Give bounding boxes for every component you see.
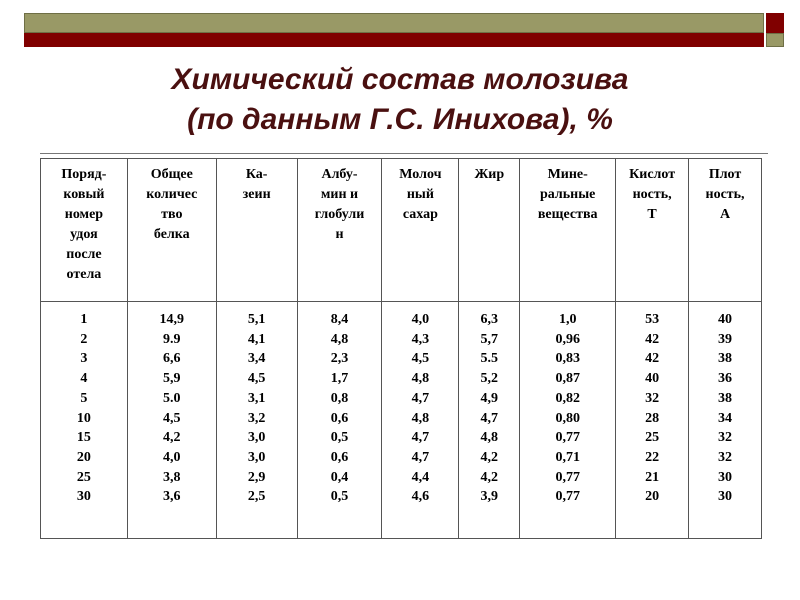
header-line: ный bbox=[406, 187, 434, 202]
header-line: ность, bbox=[632, 187, 672, 202]
table-cell: 21 bbox=[645, 469, 660, 485]
table-cell: 1,0 bbox=[558, 312, 577, 327]
table-cell: 4,0 bbox=[163, 449, 181, 465]
table-cell: 4,2 bbox=[480, 449, 499, 465]
table-cell: 6,3 bbox=[480, 312, 499, 327]
column-header bbox=[297, 159, 382, 302]
column-values bbox=[216, 302, 297, 539]
table-cell: 2 bbox=[80, 331, 88, 347]
header-line: Молоч bbox=[399, 167, 442, 182]
table-cell: 1 bbox=[80, 312, 88, 327]
column-values bbox=[459, 302, 520, 539]
column-values bbox=[382, 302, 459, 539]
table-cell: 3 bbox=[80, 351, 88, 367]
table-cell: 14,9 bbox=[159, 312, 185, 327]
column-values bbox=[127, 302, 216, 539]
table-cell: 4,7 bbox=[480, 410, 499, 426]
table-cell: 0,5 bbox=[330, 489, 349, 505]
table-cell: 25 bbox=[76, 469, 91, 485]
header-line: после bbox=[66, 247, 102, 262]
table-cell: 20 bbox=[76, 449, 91, 465]
divider-line bbox=[40, 153, 768, 154]
table-cell: 25 bbox=[645, 430, 660, 446]
header-line: Албу- bbox=[321, 167, 358, 182]
table-cell: 0,71 bbox=[555, 449, 580, 465]
table-cell: 0,83 bbox=[555, 351, 580, 367]
table-cell: 4,7 bbox=[411, 449, 430, 465]
header-line: ность, bbox=[705, 187, 745, 202]
table-cell: 0,4 bbox=[330, 469, 349, 485]
table-cell: 32 bbox=[645, 390, 660, 406]
table-cell: 0,6 bbox=[330, 449, 349, 465]
table-cell: 3,0 bbox=[247, 430, 266, 446]
title-line-1: Химический состав молозива bbox=[171, 63, 629, 96]
slide-title bbox=[0, 60, 800, 140]
table-cell: 0,5 bbox=[330, 430, 349, 446]
table-cell: 5,9 bbox=[163, 371, 181, 387]
header-line: зеин bbox=[242, 187, 271, 202]
column-values bbox=[520, 302, 616, 539]
column-values bbox=[616, 302, 689, 539]
table-cell: 4,5 bbox=[247, 371, 266, 387]
table-cell: 20 bbox=[645, 489, 660, 505]
column-header bbox=[216, 159, 297, 302]
table-cell: 1,7 bbox=[330, 371, 349, 387]
table-cell: 4,5 bbox=[163, 410, 181, 426]
header-line: н bbox=[335, 227, 344, 242]
table-cell: 8,4 bbox=[330, 312, 349, 327]
header-line: количес bbox=[146, 187, 198, 202]
table-cell: 3,4 bbox=[247, 351, 266, 367]
corner-square-olive bbox=[766, 33, 784, 47]
title-line-2: (по данным Г.С. Инихова), % bbox=[187, 103, 613, 136]
column-header bbox=[616, 159, 689, 302]
header-line: ральные bbox=[540, 187, 596, 202]
table-cell: 30 bbox=[718, 469, 733, 485]
corner-square-red bbox=[766, 13, 784, 33]
header-bar-olive bbox=[24, 13, 764, 33]
table-cell: 30 bbox=[76, 489, 91, 505]
table-cell: 4,2 bbox=[163, 430, 181, 446]
table-cell: 30 bbox=[718, 489, 733, 505]
table-cell: 5,7 bbox=[480, 331, 499, 347]
table-cell: 2,9 bbox=[247, 469, 266, 485]
header-line: удоя bbox=[70, 227, 98, 242]
table-cell: 3,2 bbox=[247, 410, 266, 426]
table-cell: 4,7 bbox=[411, 390, 430, 406]
table-cell: 4 bbox=[80, 371, 88, 387]
column-values bbox=[41, 302, 128, 539]
header-line: Т bbox=[647, 207, 657, 222]
column-values bbox=[689, 302, 762, 539]
table-header-row bbox=[41, 159, 762, 302]
header-line: Ка- bbox=[245, 167, 268, 182]
table-cell: 4,2 bbox=[480, 469, 499, 485]
table-cell: 4,8 bbox=[330, 331, 349, 347]
column-header bbox=[41, 159, 128, 302]
table-cell: 42 bbox=[645, 351, 660, 367]
table-cell: 0,87 bbox=[555, 371, 580, 387]
header-line: Кислот bbox=[629, 167, 676, 182]
table-cell: 5.5 bbox=[480, 351, 499, 367]
header-line: глобули bbox=[314, 207, 365, 222]
column-header bbox=[382, 159, 459, 302]
table-cell: 32 bbox=[718, 430, 733, 446]
table-cell: 0,77 bbox=[555, 430, 580, 446]
header-line: отела bbox=[66, 267, 102, 282]
table-cell: 3,9 bbox=[480, 489, 499, 505]
table-cell: 0,96 bbox=[555, 331, 580, 347]
table-cell: 4,0 bbox=[411, 312, 430, 327]
table-cell: 2,5 bbox=[247, 489, 266, 505]
table-cell: 0,8 bbox=[330, 390, 349, 406]
table-cell: 32 bbox=[718, 449, 733, 465]
table-data-row bbox=[41, 302, 762, 539]
header-line: Плот bbox=[708, 167, 742, 182]
table-cell: 5,1 bbox=[247, 312, 266, 327]
table-cell: 6,6 bbox=[163, 351, 181, 367]
table-cell: 3,6 bbox=[163, 489, 181, 505]
table-cell: 2,3 bbox=[330, 351, 349, 367]
header-line: вещества bbox=[537, 207, 598, 222]
table-cell: 4,6 bbox=[411, 489, 430, 505]
table-cell: 0,80 bbox=[555, 410, 580, 426]
header-bar-red bbox=[24, 33, 764, 47]
table-cell: 38 bbox=[718, 351, 733, 367]
composition-table bbox=[40, 158, 762, 539]
table-cell: 28 bbox=[645, 410, 660, 426]
table-cell: 5,2 bbox=[480, 371, 499, 387]
column-header bbox=[127, 159, 216, 302]
table-cell: 15 bbox=[76, 430, 91, 446]
table-cell: 4,8 bbox=[411, 371, 430, 387]
table-cell: 0,6 bbox=[330, 410, 349, 426]
table-cell: 3,0 bbox=[247, 449, 266, 465]
table-cell: 4,9 bbox=[480, 390, 499, 406]
table-cell: 40 bbox=[718, 312, 733, 327]
table-cell: 42 bbox=[645, 331, 660, 347]
table-cell: 3,8 bbox=[163, 469, 181, 485]
table-cell: 4,4 bbox=[411, 469, 430, 485]
column-values bbox=[297, 302, 382, 539]
table-cell: 5 bbox=[80, 390, 88, 406]
table-cell: 0,77 bbox=[555, 469, 580, 485]
table-cell: 4,5 bbox=[411, 351, 430, 367]
table-cell: 9.9 bbox=[163, 331, 181, 347]
header-line: номер bbox=[64, 207, 104, 222]
table-cell: 53 bbox=[645, 312, 660, 327]
table-cell: 4,3 bbox=[411, 331, 430, 347]
header-line: мин и bbox=[320, 187, 359, 202]
table-cell: 0,82 bbox=[555, 390, 580, 406]
table-cell: 3,1 bbox=[247, 390, 266, 406]
table-cell: 34 bbox=[718, 410, 733, 426]
header-line: сахар bbox=[402, 207, 438, 222]
header-line: Жир bbox=[474, 167, 505, 182]
table-cell: 36 bbox=[718, 371, 733, 387]
header-line: ковый bbox=[63, 187, 105, 202]
column-header bbox=[459, 159, 520, 302]
table-cell: 38 bbox=[718, 390, 733, 406]
table-cell: 4,7 bbox=[411, 430, 430, 446]
table-cell: 0,77 bbox=[555, 489, 580, 505]
table-cell: 4,1 bbox=[247, 331, 266, 347]
table-cell: 22 bbox=[645, 449, 660, 465]
table-cell: 10 bbox=[76, 410, 91, 426]
table-cell: 39 bbox=[718, 331, 733, 347]
table-cell: 5.0 bbox=[163, 390, 181, 406]
header-line: Общее bbox=[150, 167, 193, 182]
table-cell: 4,8 bbox=[411, 410, 430, 426]
header-line: тво bbox=[161, 207, 183, 222]
header-line: Мине- bbox=[547, 167, 588, 182]
column-header bbox=[520, 159, 616, 302]
header-line: А bbox=[719, 207, 731, 222]
header-line: белка bbox=[153, 227, 190, 242]
column-header bbox=[689, 159, 762, 302]
table-cell: 4,8 bbox=[480, 430, 499, 446]
header-line: Поряд- bbox=[61, 167, 107, 182]
table-cell: 40 bbox=[645, 371, 660, 387]
